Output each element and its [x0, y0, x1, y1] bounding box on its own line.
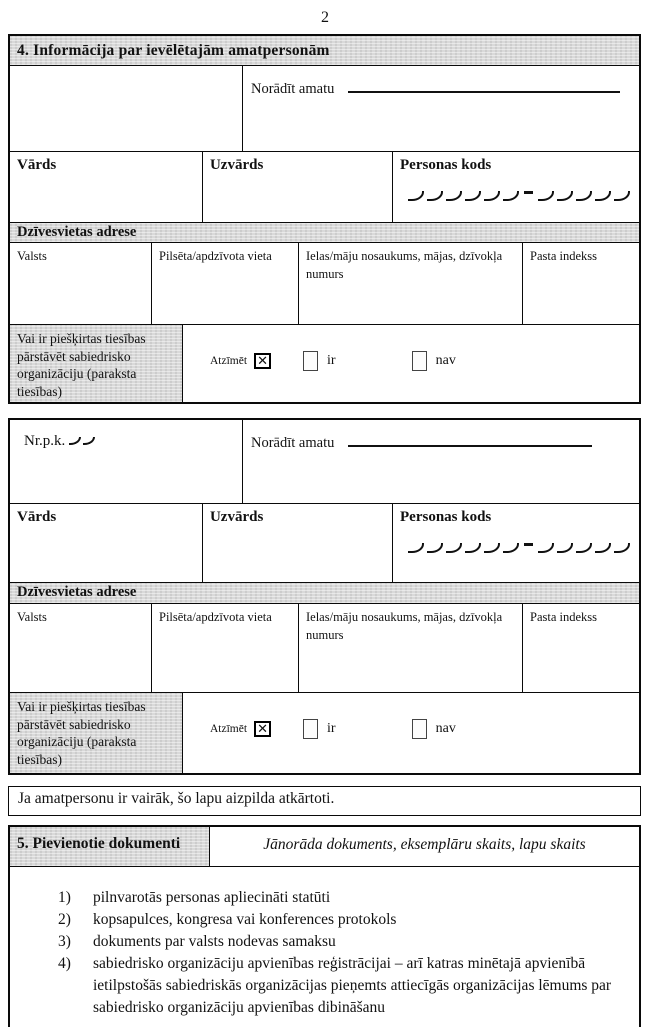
address-header: Dzīvesvietas adrese: [10, 223, 639, 242]
checkbox-nav[interactable]: [412, 351, 427, 371]
repeat-note: Ja amatpersonu ir vairāk, šo lapu aizpilda atkārtoti.: [8, 786, 641, 816]
mark-label: Atzīmēt: [210, 723, 248, 735]
list-item: [58, 887, 619, 909]
address-header: Dzīvesvietas adrese: [10, 583, 639, 603]
city-label: Pilsēta/apdzīvota vieta: [159, 249, 272, 263]
officer2-postal-cell[interactable]: [523, 604, 639, 692]
list-item-number: 2): [58, 911, 71, 928]
documents-list: [10, 867, 639, 1027]
country-label: Valsts: [17, 610, 47, 624]
postal-label: Pasta indekss: [530, 610, 598, 624]
first-name-label: Vārds: [17, 157, 57, 173]
officer1-empty-cell[interactable]: [10, 66, 243, 151]
street-label: Ielas/māju nosaukums, mājas, dzīvokļa numurs: [306, 249, 503, 281]
last-name-label: Uzvārds: [209, 157, 264, 173]
marked-checkbox-icon: ✕: [254, 721, 271, 737]
page-number: 2: [321, 9, 329, 26]
street-label: Ielas/māju nosaukums, mājas, dzīvokļa numurs: [306, 610, 503, 642]
position-fill-line[interactable]: [348, 81, 620, 93]
code-dash: [524, 543, 533, 546]
personal-code-label: Personas kods: [400, 157, 492, 173]
country-label: Valsts: [17, 249, 47, 263]
section4-title: 4. Informācija par ievēlētajām amatpersonām: [10, 36, 639, 65]
city-label: Pilsēta/apdzīvota vieta: [159, 610, 272, 624]
list-item-number: 4): [58, 955, 71, 972]
row-number-slots[interactable]: [69, 433, 97, 449]
list-item-text: pilnvarotās personas apliecināti statūti: [93, 889, 331, 906]
list-item: [58, 909, 619, 931]
officer1-postal-cell[interactable]: [523, 243, 639, 324]
mark-label: Atzīmēt: [210, 355, 248, 367]
personal-code-slots[interactable]: [400, 174, 633, 206]
officer-block-2: [8, 418, 641, 775]
officer1-city-cell[interactable]: [152, 243, 299, 324]
list-item-text: dokuments par valsts nodevas samaksu: [93, 933, 336, 950]
list-item-text: kopsapulces, kongresa vai konferences protokols: [93, 911, 397, 928]
list-item: [58, 953, 619, 1019]
option-nav-label: nav: [435, 721, 456, 736]
rights-label: Vai ir piešķirtas tiesības pārstāvēt sabiedrisko organizāciju (paraksta tiesības): [10, 325, 183, 402]
list-item-number: 3): [58, 933, 71, 950]
list-item: [58, 931, 619, 953]
officer2-city-cell[interactable]: [152, 604, 299, 692]
officer1-first-name-cell[interactable]: [10, 152, 203, 222]
officer1-street-cell[interactable]: [299, 243, 523, 324]
rights-label: Vai ir piešķirtas tiesības pārstāvēt sabiedrisko organizāciju (paraksta tiesības): [10, 693, 183, 773]
postal-label: Pasta indekss: [530, 249, 598, 263]
officer1-last-name-cell[interactable]: [203, 152, 393, 222]
row-number-label: Nr.p.k.: [24, 433, 66, 449]
officer2-first-name-cell[interactable]: [10, 504, 203, 582]
option-ir-label: ir: [327, 721, 336, 736]
checkbox-ir[interactable]: [303, 719, 318, 739]
option-nav-label: nav: [435, 353, 456, 368]
officer2-country-cell[interactable]: [10, 604, 152, 692]
option-ir-label: ir: [327, 353, 336, 368]
officer2-street-cell[interactable]: [299, 604, 523, 692]
officer-block-1: [8, 34, 641, 404]
checkbox-nav[interactable]: [412, 719, 427, 739]
section5-subtitle: Jānorāda dokuments, eksemplāru skaits, lapu skaits: [263, 836, 586, 853]
list-item-text: sabiedrisko organizāciju apvienības reģistrācijai – arī katras minētajā apvienībā ietilpstošās sabiedriskās organizācijas pieņemts attiecīgās organizācijas lēmums par sabiedrisko organizāciju apvienības dibināšanu: [93, 955, 612, 1016]
checkbox-ir[interactable]: [303, 351, 318, 371]
code-dash: [524, 191, 533, 194]
position-label: Norādīt amatu: [251, 435, 335, 451]
officer2-personal-code-cell[interactable]: [393, 504, 639, 582]
position-fill-line[interactable]: [348, 435, 592, 447]
first-name-label: Vārds: [17, 509, 57, 525]
officer2-number-cell[interactable]: [10, 420, 243, 503]
position-label: Norādīt amatu: [251, 81, 335, 97]
marked-checkbox-icon: ✕: [254, 353, 271, 369]
officer1-personal-code-cell[interactable]: [393, 152, 639, 222]
list-item-number: 1): [58, 889, 71, 906]
personal-code-label: Personas kods: [400, 509, 492, 525]
officer2-last-name-cell[interactable]: [203, 504, 393, 582]
section5-title: 5. Pievienotie dokumenti: [10, 827, 210, 866]
last-name-label: Uzvārds: [209, 509, 264, 525]
documents-section: [8, 825, 641, 1027]
personal-code-slots[interactable]: [400, 526, 633, 558]
officer1-country-cell[interactable]: [10, 243, 152, 324]
